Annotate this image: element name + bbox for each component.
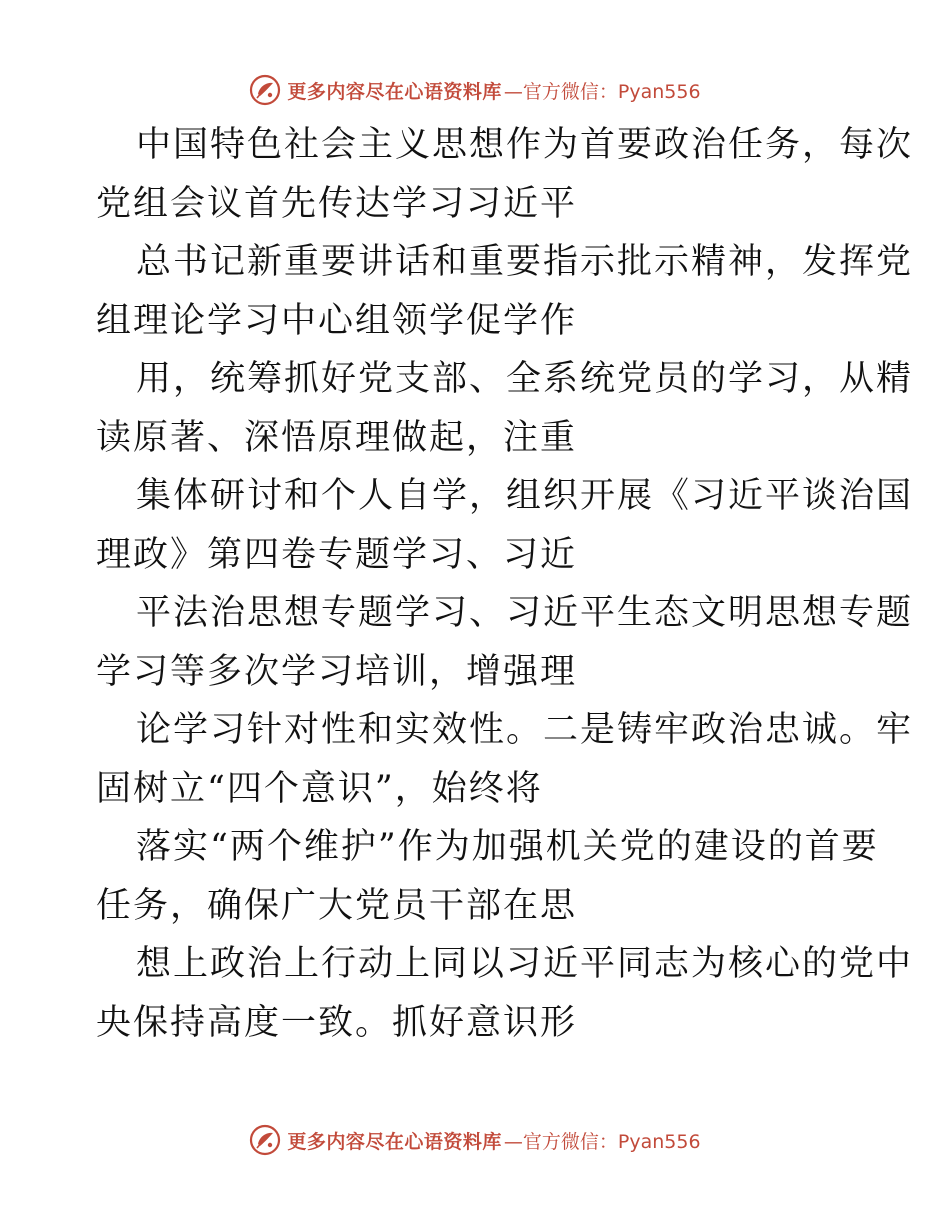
text-line: 用，统筹抓好党支部、全系统党员的学习，从精 (136, 359, 914, 399)
header-watermark (0, 70, 950, 110)
quill-heart-logo-icon (249, 74, 281, 106)
quill-heart-logo-icon (249, 1124, 281, 1156)
text-line: 论学习针对性和实效性。二是铸牢政治忠诚。牢 (136, 710, 914, 750)
text-line: 理政》第四卷专题学习、习近 (96, 534, 578, 575)
text-line: 中国特色社会主义思想作为首要政治任务，每次 (136, 125, 914, 165)
text-line: 想上政治上行动上同以习近平同志为核心的党中 (136, 944, 914, 984)
text-line: 组理论学习中心组领学促学作 (96, 300, 578, 341)
text-line: 落实“两个维护”作为加强机关党的建设的首要 (136, 827, 879, 867)
text-line: 读原著、深悟原理做起，注重 (96, 417, 578, 458)
text-line: 固树立“四个意识”，始终将 (96, 768, 543, 809)
watermark-wechat-text: —官方微信：Pyan556 (503, 1130, 701, 1153)
document-body (96, 116, 914, 1052)
text-line: 集体研讨和个人自学，组织开展《习近平谈治国 (136, 476, 914, 516)
watermark-main-text: 更多内容尽在心语资料库 (287, 1130, 502, 1153)
footer-watermark (0, 1120, 950, 1160)
text-line: 党组会议首先传达学习习近平 (96, 183, 578, 224)
text-line: 平法治思想专题学习、习近平生态文明思想专题 (136, 593, 914, 633)
text-line: 学习等多次学习培训，增强理 (96, 651, 578, 692)
text-line: 任务，确保广大党员干部在思 (96, 885, 578, 926)
watermark-main-text: 更多内容尽在心语资料库 (287, 80, 502, 103)
text-line: 央保持高度一致。抓好意识形 (96, 1002, 578, 1043)
text-line: 总书记新重要讲话和重要指示批示精神，发挥党 (136, 242, 914, 282)
watermark-wechat-text: —官方微信：Pyan556 (503, 80, 701, 103)
